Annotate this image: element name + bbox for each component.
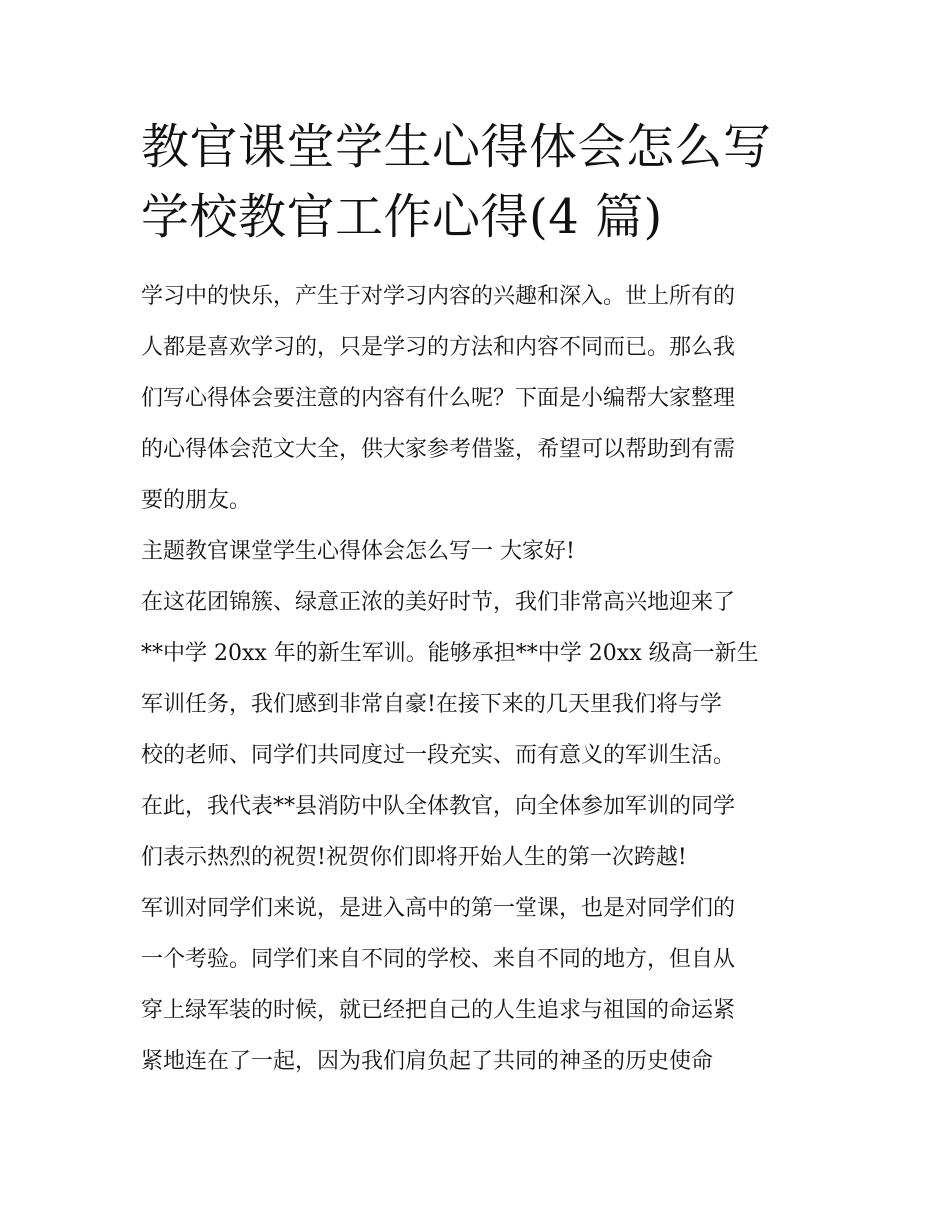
document-content (141, 112, 813, 1087)
title-line: 教官课堂学生心得体会怎么写 (141, 119, 772, 175)
text-line: 们写心得体会要注意的内容有什么呢？下面是小编帮大家整理 (141, 386, 736, 411)
section-heading-paragraph (141, 526, 813, 577)
text-line: 要的朋友。 (141, 488, 252, 513)
text-line: 学习中的快乐，产生于对学习内容的兴趣和深入。世上所有的 (141, 284, 736, 309)
text-line: 们表示热烈的祝贺!祝贺你们即将开始人生的第一次跨越! (141, 845, 687, 870)
text-line: 紧地连在了一起，因为我们肩负起了共同的神圣的历史使命 (141, 1049, 714, 1074)
body-paragraph (141, 577, 813, 883)
document-title (141, 112, 813, 252)
title-line: 学校教官工作心得(4 篇) (141, 189, 663, 245)
text-line: 在此，我代表**县消防中队全体教官，向全体参加军训的同学 (141, 794, 736, 819)
text-line: 穿上绿军装的时候，就已经把自己的人生追求与祖国的命运紧 (141, 998, 736, 1023)
body-paragraph (141, 883, 813, 1087)
text-line: 的心得体会范文大全，供大家参考借鉴，希望可以帮助到有需 (141, 437, 736, 462)
text-line: 校的老师、同学们共同度过一段充实、而有意义的军训生活。 (141, 743, 736, 768)
text-line: 一个考验。同学们来自不同的学校、来自不同的地方，但自从 (141, 947, 736, 972)
text-line: 主题教官课堂学生心得体会怎么写一 大家好! (141, 539, 575, 564)
text-line: 军训对同学们来说，是进入高中的第一堂课，也是对同学们的 (141, 896, 736, 921)
document-body (141, 271, 813, 1087)
text-line: **中学 20xx 年的新生军训。能够承担**中学 20xx 级高一新生 (141, 641, 759, 666)
text-line: 在这花团锦簇、绿意正浓的美好时节，我们非常高兴地迎来了 (141, 590, 736, 615)
text-line: 人都是喜欢学习的，只是学习的方法和内容不同而已。那么我 (141, 335, 736, 360)
intro-paragraph (141, 271, 813, 526)
text-line: 军训任务，我们感到非常自豪!在接下来的几天里我们将与学 (141, 692, 722, 717)
